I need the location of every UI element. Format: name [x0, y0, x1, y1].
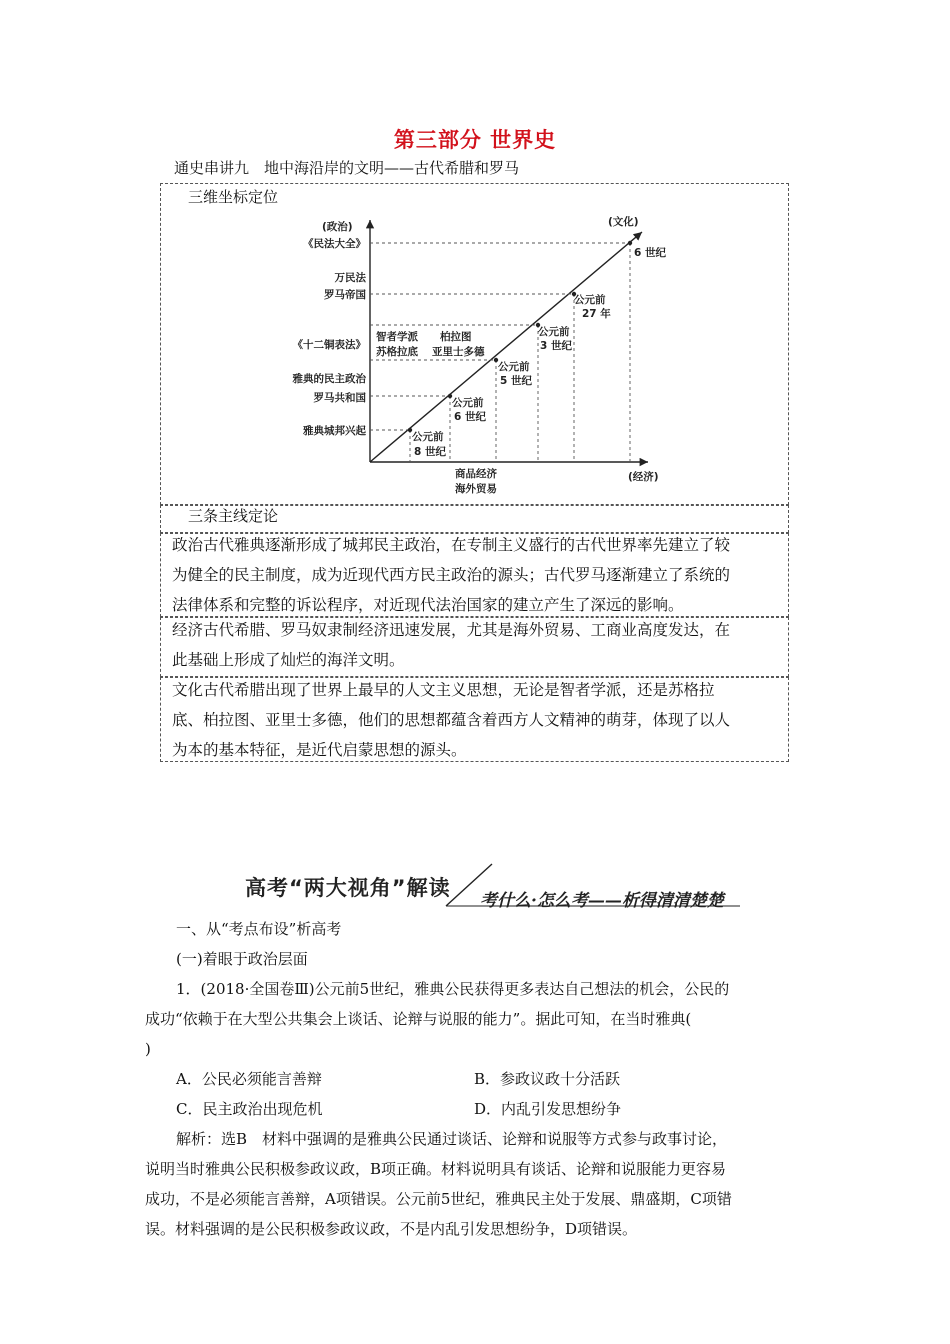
point-6th-century — [628, 241, 632, 245]
y-axis-title: (政治) — [322, 221, 353, 233]
question-1: 1．(2018·全国卷Ⅲ)公元前5世纪，雅典公民获得更多表达自己想法的机会，公民的 成功“依赖于在大型公共集会上谈话、论辩与说服的能力”。据此可知，在当时雅典( ) — [145, 980, 730, 1058]
coordinate-chart — [280, 210, 680, 495]
main-lines-label: 三条主线定论 — [188, 507, 279, 525]
section-heading-1: 一、从“考点布设”析高考 — [176, 920, 342, 938]
option-a: A．公民必须能言善辩 — [176, 1070, 322, 1088]
point-label-27bc-b: 27 年 — [582, 308, 611, 320]
y-label-athens-rise: 雅典城邦兴起 — [303, 425, 366, 437]
section-heading-2: (一)着眼于政治层面 — [176, 950, 308, 968]
explanation: 解析：选B 材料中强调的是雅典公民通过谈话、论辩和说服等方式参与政事讨论， 说明当时雅典公民积极参政议政，B项正确。材料说明具有谈话、论辩和说服能力更容易 成功，不是必须能言善辩，A项错误。公元前5世纪，雅典民主处于发展、鼎盛期，C项错 误。材料强调的是公民积极参政议政，不是内乱引发思想纷争，D项错误。 — [145, 1130, 732, 1238]
economy-paragraph: 经济古代希腊、罗马奴隶制经济迅速发展，尤其是海外贸易、工商业高度发达，在 此基础上形成了灿烂的海洋文明。 — [172, 621, 731, 669]
option-c: C．民主政治出现危机 — [176, 1100, 323, 1118]
y-label-jus-gentium: 万民法 — [334, 272, 366, 284]
culture-socrates: 苏格拉底 — [376, 346, 418, 358]
point-label-5c-a: 公元前 — [498, 361, 530, 373]
x-label-overseas-trade: 海外贸易 — [455, 483, 497, 495]
politics-paragraph: 政治古代雅典逐渐形成了城邦民主政治，在专制主义盛行的古代世界率先建立了较 为健全的民主制度，成为近现代西方民主政治的源头；古代罗马逐渐建立了系统的 法律体系和完整的诉讼程序，对近现代法治国家的建立产生了深远的影响。 — [172, 536, 731, 614]
exam-banner-title: 高考“两大视角”解读 — [245, 876, 451, 900]
culture-plato: 柏拉图 — [440, 331, 472, 343]
exam-banner-subtitle: 考什么·怎么考——析得清清楚楚 — [480, 891, 724, 911]
point-label-8c-b: 8 世纪 — [414, 446, 446, 458]
option-b: B．参政议政十分活跃 — [474, 1070, 621, 1088]
point-label-6c-b: 6 世纪 — [454, 411, 486, 423]
x-label-commodity-economy: 商品经济 — [455, 468, 497, 480]
point-label-3c-b: 3 世纪 — [540, 340, 572, 352]
point-label-5c-b: 5 世纪 — [500, 375, 532, 387]
point-label-3c-a: 公元前 — [538, 326, 570, 338]
y-label-twelve-tables: 《十二铜表法》 — [292, 339, 366, 351]
coordinate-section-label: 三维坐标定位 — [188, 188, 279, 206]
point-label-6c-ad: 6 世纪 — [634, 247, 666, 259]
y-label-roman-republic: 罗马共和国 — [313, 392, 366, 404]
y-label-roman-empire: 罗马帝国 — [324, 289, 366, 301]
point-label-27bc-a: 公元前 — [574, 294, 606, 306]
y-label-civil-law: 《民法大全》 — [303, 238, 366, 250]
culture-paragraph: 文化古代希腊出现了世界上最早的人文主义思想，无论是智者学派，还是苏格拉 底、柏拉图、亚里士多德，他们的思想都蕴含着西方人文精神的萌芽，体现了以人 为本的基本特征，是近代启蒙思想的源头。 — [172, 681, 731, 759]
x-axis-title: (经济) — [628, 471, 659, 483]
option-d: D．内乱引发思想纷争 — [474, 1100, 622, 1118]
page-title: 第三部分 世界史 — [393, 128, 557, 152]
point-label-8c-a: 公元前 — [412, 431, 444, 443]
point-label-6c-a: 公元前 — [452, 397, 484, 409]
y-label-athens-democracy: 雅典的民主政治 — [292, 373, 366, 385]
culture-aristotle: 亚里士多德 — [432, 346, 485, 358]
culture-sophists: 智者学派 — [376, 331, 418, 343]
diag-axis-title: (文化) — [608, 216, 639, 228]
chapter-subtitle: 通史串讲九 地中海沿岸的文明——古代希腊和罗马 — [174, 159, 520, 177]
